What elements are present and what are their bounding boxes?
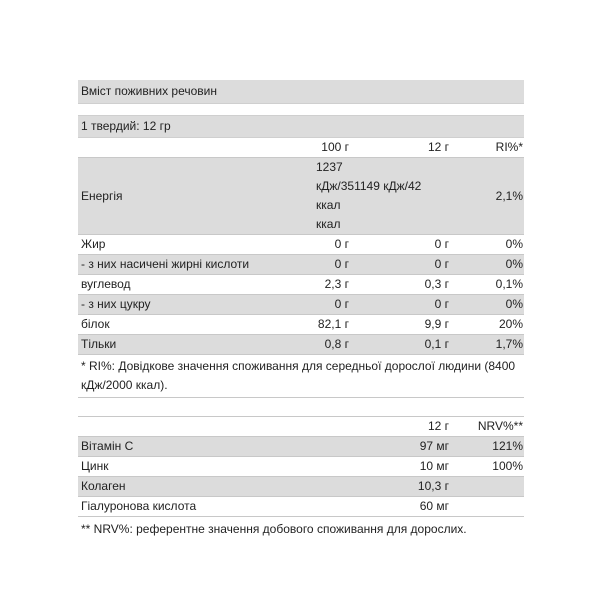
row-name: Колаген: [78, 477, 352, 497]
energy-per12: 149 кДж/42 ккал: [316, 179, 422, 212]
energy-label: Енергія: [78, 158, 294, 235]
row-amount: 10,3 г: [352, 477, 452, 497]
row-ri: 20%: [452, 315, 524, 335]
row-amount: 97 мг: [352, 437, 452, 457]
row-name: білок: [78, 315, 294, 335]
nutrients-header-row: [78, 138, 524, 158]
energy-ri: 2,1%: [452, 158, 524, 235]
row-name: - з них цукру: [78, 295, 294, 315]
row-per100: 0 г: [294, 235, 352, 255]
energy-per100-line1: 1237: [316, 160, 343, 174]
energy-row: [78, 158, 524, 235]
energy-values: [294, 158, 452, 235]
row-name: Цинк: [78, 457, 352, 477]
ri-footnote: * RI%: Довідкове значення споживання для середньої дорослої людини (8400 кДж/2000 ккал).: [78, 355, 524, 398]
row-name: Тільки: [78, 335, 294, 355]
row-nrv: [452, 477, 524, 497]
header-blank: [78, 138, 294, 158]
row-ri: 0%: [452, 295, 524, 315]
row-nrv: 100%: [452, 457, 524, 477]
row-name: - з них насичені жирні кислоти: [78, 255, 294, 275]
header-ri: RI%*: [452, 138, 524, 158]
row-nrv: 121%: [452, 437, 524, 457]
table-row: [78, 255, 524, 275]
table-row: [78, 437, 524, 457]
row-ri: 0%: [452, 255, 524, 275]
table-row: [78, 477, 524, 497]
table-row: [78, 275, 524, 295]
serving-size: 1 твердий: 12 гр: [78, 116, 524, 138]
row-amount: 60 мг: [352, 497, 452, 517]
row-name: Жир: [78, 235, 294, 255]
header-per100: 100 г: [294, 138, 352, 158]
row-amount: 10 мг: [352, 457, 452, 477]
table-row: [78, 335, 524, 355]
vitamins-header-row: [78, 417, 524, 437]
spacer: [78, 104, 524, 116]
row-name: Вітамін C: [78, 437, 352, 457]
row-nrv: [452, 497, 524, 517]
header-nrv: NRV%**: [452, 417, 524, 437]
row-ri: 0,1%: [452, 275, 524, 295]
vitamins-table: [78, 417, 524, 517]
table-row: [78, 315, 524, 335]
spacer: [78, 398, 524, 417]
energy-per100-line2: кДж/351: [316, 179, 360, 193]
row-name: вуглевод: [78, 275, 294, 295]
row-per12: 9,9 г: [352, 315, 452, 335]
row-name: Гіалуронова кислота: [78, 497, 352, 517]
row-per100: 0,8 г: [294, 335, 352, 355]
row-per12: 0 г: [352, 235, 452, 255]
row-ri: 1,7%: [452, 335, 524, 355]
table-row: [78, 295, 524, 315]
nutrition-panel: [78, 80, 524, 539]
header-amount: 12 г: [352, 417, 452, 437]
row-per12: 0,3 г: [352, 275, 452, 295]
table-row: [78, 235, 524, 255]
nrv-footnote: ** NRV%: референтне значення добового споживання для дорослих.: [81, 522, 467, 536]
row-per12: 0 г: [352, 255, 452, 275]
row-per100: 82,1 г: [294, 315, 352, 335]
row-per100: 0 г: [294, 255, 352, 275]
nutrients-table: [78, 138, 524, 355]
energy-unit-line: ккал: [316, 217, 341, 231]
table-row: [78, 457, 524, 477]
energy-combined-line: [316, 177, 449, 215]
row-per100: 0 г: [294, 295, 352, 315]
header-blank: [78, 417, 352, 437]
nutrition-title: Вміст поживних речовин: [78, 80, 524, 104]
row-per12: 0 г: [352, 295, 452, 315]
row-per100: 2,3 г: [294, 275, 352, 295]
row-ri: 0%: [452, 235, 524, 255]
header-per12: 12 г: [352, 138, 452, 158]
table-row: [78, 497, 524, 517]
row-per12: 0,1 г: [352, 335, 452, 355]
